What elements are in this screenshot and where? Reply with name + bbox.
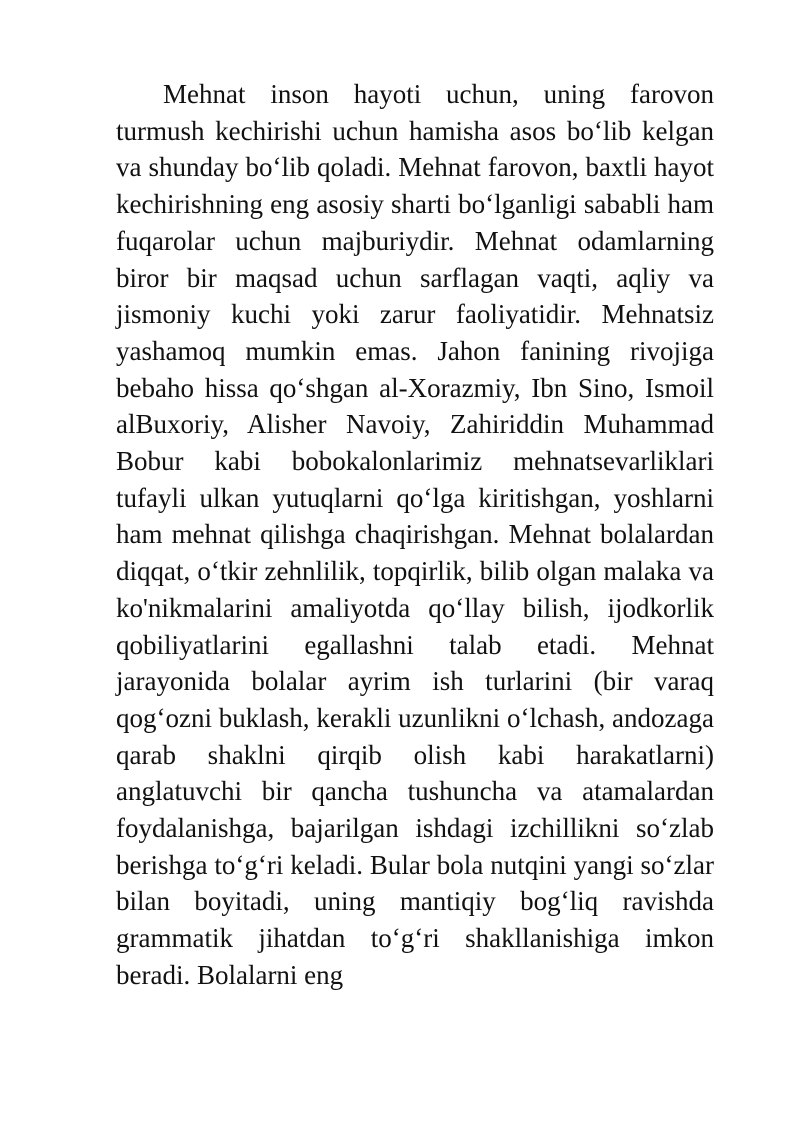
document-page bbox=[116, 76, 714, 994]
body-paragraph: Mehnat inson hayoti uchun, uning farovon turmush kechirishi uchun hamisha asos bo‘lib kelgan va shunday bo‘lib qoladi. Mehnat farovon, baxtli hayot kechirishning eng asosiy sharti bo‘lganligi sababli ham fuqarolar uchun majburiydir. Mehnat odamlarning biror bir maqsad uchun sarflagan vaqti, aqliy va jismoniy kuchi yoki zarur faoliyatidir. Mehnatsiz yashamoq mumkin emas. Jahon fanining rivojiga bebaho hissa qo‘shgan al-Xorazmiy, Ibn Sino, Ismoil alBuxoriy, Alisher Navoiy, Zahiriddin Muhammad Bobur kabi bobokalonlarimiz mehnatsevarliklari tufayli ulkan yutuqlarni qo‘lga kiritishgan, yoshlarni ham mehnat qilishga chaqirishgan. Mehnat bolalardan diqqat, o‘tkir zehnlilik, topqirlik, bilib olgan malaka va ko'nikmalarini amaliyotda qo‘llay bilish, ijodkorlik qobiliyatlarini egallashni talab etadi. Mehnat jarayonida bolalar ayrim ish turlarini (bir varaq qog‘ozni buklash, kerakli uzunlikni o‘lchash, andozaga qarab shaklni qirqib olish kabi harakatlarni) anglatuvchi bir qancha tushuncha va atamalardan foydalanishga, bajarilgan ishdagi izchillikni so‘zlab berishga to‘g‘ri keladi. Bular bola nutqini yangi so‘zlar bilan boyitadi, uning mantiqiy bog‘liq ravishda grammatik jihatdan to‘g‘ri shakllanishiga imkon beradi. Bolalarni eng bbox=[116, 79, 714, 990]
